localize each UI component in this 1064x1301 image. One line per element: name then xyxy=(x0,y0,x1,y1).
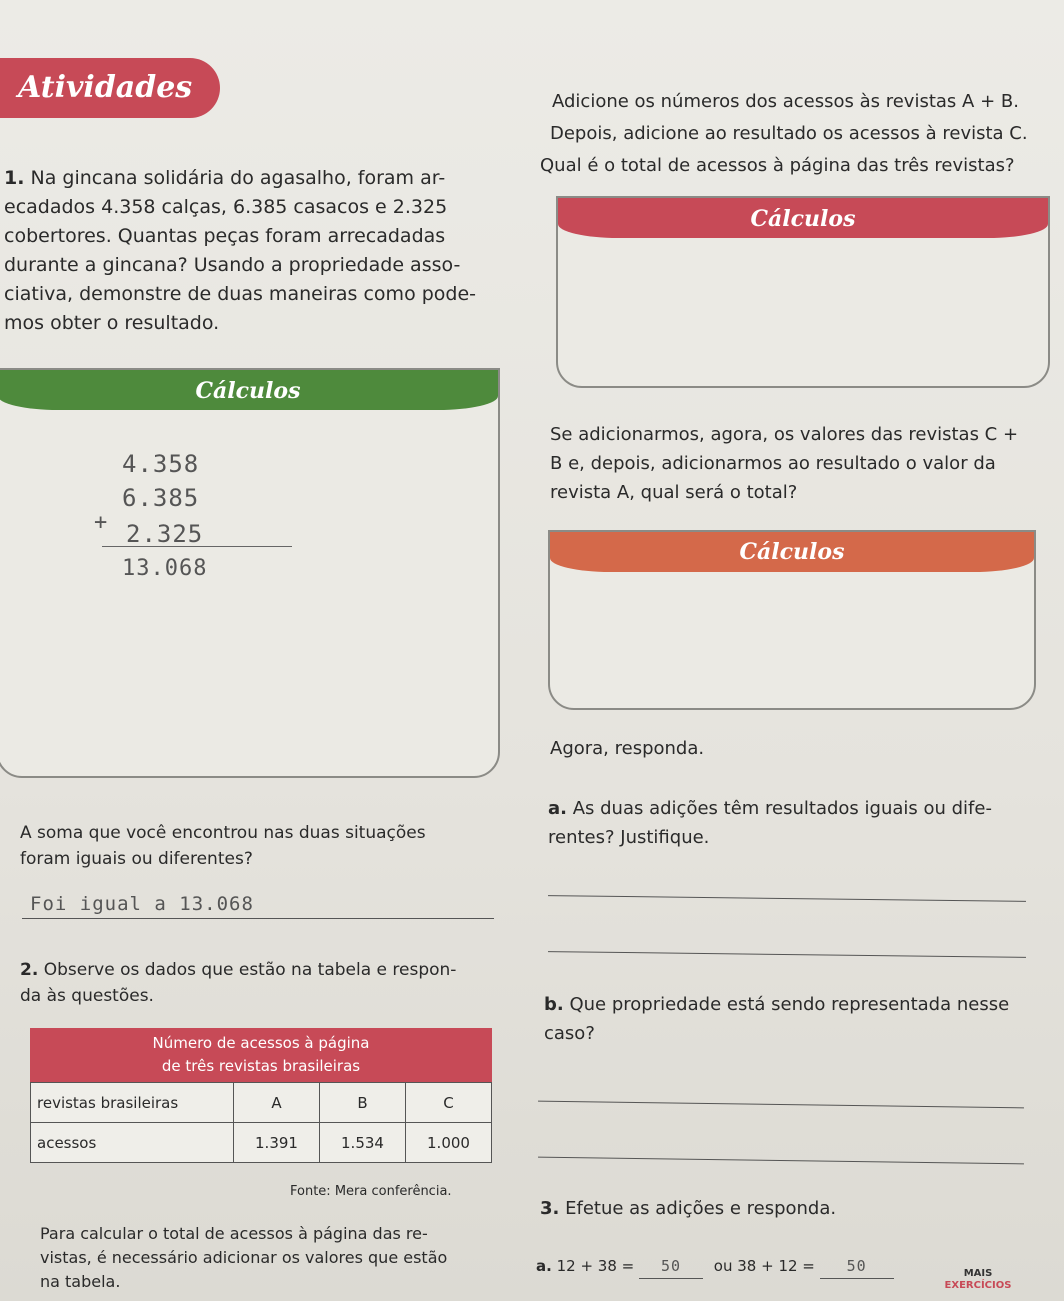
q1-line-6: mos obter o resultado. xyxy=(4,312,220,334)
qb-answer-line-2 xyxy=(538,1157,1024,1165)
access-table xyxy=(30,1082,492,1163)
hw-sum-line xyxy=(102,546,292,547)
qb-answer-line-1 xyxy=(538,1101,1024,1109)
q1-answer: Foi igual a 13.068 xyxy=(30,893,254,915)
q1-line-1: 1. Na gincana solidária do agasalho, foram ar- xyxy=(4,167,446,189)
right-calc-title-2: Cálculos xyxy=(550,532,1034,572)
right-calc-title-1: Cálculos xyxy=(558,198,1048,238)
q3a-answer-2: 50 xyxy=(820,1254,894,1279)
table-title: Número de acessos à página de três revistas brasileiras xyxy=(30,1028,492,1082)
hw-2325: 2.325 xyxy=(126,520,204,548)
q3-text: 3. Efetue as adições e responda. xyxy=(540,1198,837,1219)
table-header-row: revistas brasileiras A B C xyxy=(31,1083,492,1123)
q1-calc-title: Cálculos xyxy=(0,370,498,410)
more-exercises-badge: MAIS EXERCÍCIOS xyxy=(944,1268,1012,1291)
q1-question: A soma que você encontrou nas duas situações foram iguais ou diferentes? xyxy=(20,823,426,869)
q2-table-wrap xyxy=(30,1028,492,1163)
table-row: acessos 1.391 1.534 1.000 xyxy=(31,1123,492,1163)
right-calc-box-1 xyxy=(556,196,1050,388)
q1-line-2: ecadados 4.358 calças, 6.385 casacos e 2.325 xyxy=(4,196,448,218)
qa-answer-line-1 xyxy=(548,895,1026,902)
q2-text: 2. Observe os dados que estão na tabela e respon- da às questões. xyxy=(20,960,457,1006)
q1-calc-box xyxy=(0,368,500,778)
section-title: Atividades xyxy=(0,58,220,118)
q1-answer-line xyxy=(22,918,494,919)
respond-label: Agora, responda. xyxy=(550,738,705,759)
q3a: a. 12 + 38 = 50 ou 38 + 12 = 50 xyxy=(536,1254,1006,1279)
hw-6385: 6.385 xyxy=(122,484,200,512)
q1-text xyxy=(4,164,504,338)
qa-answer-line-2 xyxy=(548,951,1026,958)
q3a-answer-1: 50 xyxy=(639,1254,703,1279)
hw-13068: 13.068 xyxy=(122,556,208,581)
right-second: Se adicionarmos, agora, os valores das revistas C + B e, depois, adicionarmos ao resultado o valor da revista A, qual será o total? xyxy=(550,424,1019,503)
right-calc-box-2 xyxy=(548,530,1036,710)
q2-footer: Para calcular o total de acessos à página das re- vistas, é necessário adicionar os valores que estão na tabela. xyxy=(40,1224,448,1291)
q1-line-4: durante a gincana? Usando a propriedade asso- xyxy=(4,254,461,276)
qb-text: b. Que propriedade está sendo representada nesse caso? xyxy=(544,994,1010,1044)
qa-text: a. As duas adições têm resultados iguais ou dife- rentes? Justifique. xyxy=(548,798,992,848)
q1-line-5: ciativa, demonstre de duas maneiras como pode- xyxy=(4,283,477,305)
q1-line-3: cobertores. Quantas peças foram arrecadadas xyxy=(4,225,446,247)
hw-4358: 4.358 xyxy=(122,450,200,478)
table-source: Fonte: Mera conferência. xyxy=(290,1184,452,1199)
right-intro: Adicione os números dos acessos às revistas A + B. Depois, adicione ao resultado os acessos à revista C. Qual é o total de acessos à página das três revistas? xyxy=(540,91,1028,176)
hw-plus: + xyxy=(94,510,109,535)
